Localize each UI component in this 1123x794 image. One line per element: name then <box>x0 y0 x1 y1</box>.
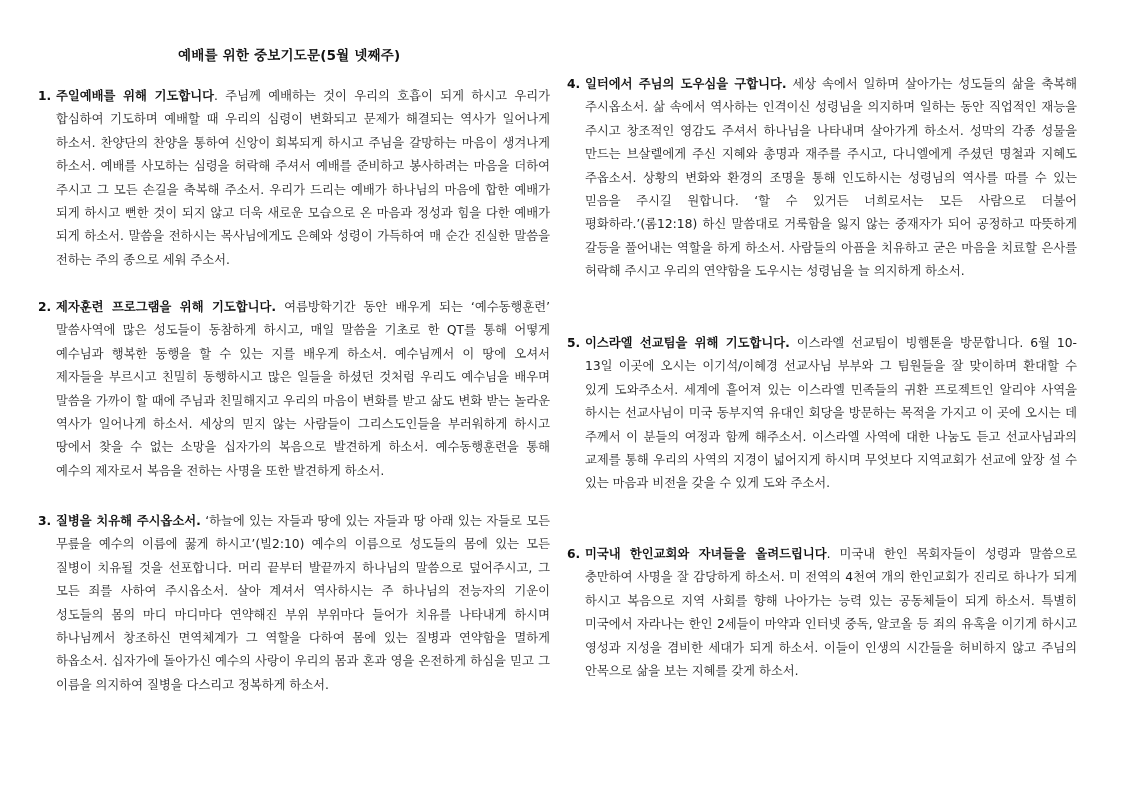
item-text: . 미국내 한인 목회자들이 성령과 말씀으로 충만하여 사명을 잘 감당하게 하소서. 미 전역의 4천여 개의 한인교회가 진리로 하나가 되게 하시고 복음으로 지역 사회를 향해 나아가는 능력 있는 공동체들이 되게 하소서. 특별히 미국에서 자라나는 한인 2세들이 마약과 인터넷 중독, 알코올 등 죄의 유혹을 이기게 하시고 영성과 지성을 겸비한 세대가 되게 하소서. 이들이 인생의 시간들을 허비하지 않고 주님의 안목으로 삶을 보는 지혜를 갖게 하소서. <box>585 547 1077 679</box>
item-text: 여름방학기간 동안 배우게 되는 ‘예수동행훈련’ 말씀사역에 많은 성도들이 동참하게 하시고, 매일 말씀을 기초로 한 QT를 통해 어떻게 예수님과 행복한 동행을 할 수 있는 지를 배우게 하소서. 예수님께서 이 땅에 오셔서 제자들을 부르시고 친밀히 동행하시고 많은 일들을 하셨던 것처럼 우리도 예수님을 배우며 말씀을 가까이 할 때에 주님과 친밀해지고 우리의 마음이 변화를 받고 삶도 변화 받는 놀라운 역사가 일어나게 하소서. 세상의 믿지 않는 사람들이 그리스도인들을 부러워하게 하시고 땅에서 찾을 수 없는 소망을 십자가의 복음으로 발견하게 하소서. 예수동행훈련을 통해 예수의 제자로서 복음을 전하는 사명을 또한 발견하게 하소서. <box>56 300 551 478</box>
item-body <box>585 73 1077 284</box>
item-heading: 이스라엘 선교팀을 위해 기도합니다. <box>585 336 790 350</box>
prayer-item <box>38 510 550 697</box>
item-body <box>585 332 1077 496</box>
item-heading: 질병을 치유해 주시옵소서. <box>56 514 201 528</box>
item-number: 3. <box>38 514 52 528</box>
page-title: 예배를 위한 중보기도문(5월 넷째주) <box>178 48 401 64</box>
item-heading: 제자훈련 프로그램을 위해 기도합니다. <box>56 300 277 314</box>
item-number: 6. <box>567 547 581 561</box>
prayer-item <box>38 85 550 272</box>
item-number: 2. <box>38 300 52 314</box>
prayer-item <box>567 543 1077 683</box>
item-number: 1. <box>38 89 52 103</box>
item-heading: 미국내 한인교회와 자녀들을 올려드립니다 <box>585 547 827 561</box>
item-number: 5. <box>567 336 581 350</box>
item-number: 4. <box>567 77 581 91</box>
item-body <box>56 85 550 272</box>
prayer-item <box>567 73 1077 284</box>
prayer-item <box>567 332 1077 496</box>
prayer-item <box>38 296 550 483</box>
item-text: 이스라엘 선교팀이 빙햄톤을 방문합니다. 6월 10-13일 이곳에 오시는 이기석/이혜경 선교사님 부부와 그 팀원들을 잘 맞이하며 환대할 수 있게 도와주소서. 세계에 흩어져 있는 이스라엘 민족들의 귀환 프로젝트인 알리야 사역을 하시는 선교사님이 미국 동부지역 유대인 회당을 방문하는 목적을 가지고 이 곳에 오시는 데 주께서 이 분들의 여정과 함께 해주소서. 이스라엘 사역에 대한 나눔도 듣고 선교사님과의 교제를 통해 우리의 사역의 지경이 넓어지게 하시며 무엇보다 지역교회가 선교에 앞장 설 수 있는 마음과 비전을 갖을 수 있게 도와 주소서. <box>585 336 1077 491</box>
item-text: . 주님께 예배하는 것이 우리의 호흡이 되게 하시고 우리가 합심하여 기도하며 예배할 때 우리의 심령이 변화되고 문제가 해결되는 역사가 일어나게 하소서. 찬양단의 찬양을 통하여 신앙이 회복되게 하시고 주님을 갈망하는 마음이 생겨나게 하소서. 예배를 사모하는 심령을 허락해 주셔서 예배를 준비하고 봉사하려는 마음을 더하여 주시고 그 모든 손길을 축복해 주소서. 우리가 드리는 예배가 하나님의 마음에 합한 예배가 되게 하시고 뻔한 것이 되지 않고 더욱 새로운 모습으로 온 마음과 정성과 힘을 다한 예배가 되게 하소서. 말씀을 전하시는 목사님에게도 은혜와 성령이 가득하여 매 순간 진실한 말씀을 전하는 주의 종으로 세워 주소서. <box>56 89 550 267</box>
item-heading: 주일예배를 위해 기도합니다 <box>56 89 215 103</box>
item-heading: 일터에서 주님의 도우심을 구합니다. <box>585 77 787 91</box>
item-text: 세상 속에서 일하며 살아가는 성도들의 삶을 축복해 주시옵소서. 삶 속에서 역사하는 인격이신 성령님을 의지하며 일하는 동안 직업적인 재능을 주시고 창조적인 영감도 주셔서 하나님을 나타내며 살아가게 하소서. 성막의 각종 성물을 만드는 브살렐에게 주신 지혜와 총명과 재주를 주시고, 다니엘에게 주셨던 명철과 지혜도 주옵소서. 상황의 변화와 환경의 조명을 통해 인도하시는 성령님의 역사를 따를 수 있는 믿음을 주시길 원합니다. ‘할 수 있거든 너희로서는 모든 사람으로 더불어 평화하라.’(롬12:18) 하신 말씀대로 거룩함을 잃지 않는 중재자가 되어 공정하고 따뜻하게 갈등을 풀어내는 역할을 하게 하소서. 사람들의 아픔을 치유하고 굳은 마음을 치료할 은사를 허락해 주시고 우리의 연약함을 도우시는 성령님을 늘 의지하게 하소서. <box>585 77 1077 279</box>
item-body <box>56 296 550 483</box>
item-body <box>585 543 1077 683</box>
item-body <box>56 510 550 697</box>
item-text: ‘하늘에 있는 자들과 땅에 있는 자들과 땅 아래 있는 자들로 모든 무릎을 예수의 이름에 꿇게 하시고’(빌2:10) 예수의 이름으로 성도들의 몸에 있는 모든 질병이 치유될 것을 선포합니다. 머리 끝부터 발끝까지 하나님의 말씀으로 덮어주시고, 그 모든 죄를 사하여 주시옵소서. 살아 계셔서 역사하시는 주 하나님의 전능자의 기운이 성도들의 몸의 마디 마디마다 연약해진 부위 부위마다 들어가 치유를 나타내게 하시며 하나님께서 창조하신 면역체계가 그 역할을 다하여 몸에 있는 질병과 연약함을 멸하게 하옵소서. 십자가에 돌아가신 예수의 사랑이 우리의 몸과 혼과 영을 온전하게 하심을 믿고 그 이름을 의지하여 질병을 다스리고 정복하게 하소서. <box>56 514 550 692</box>
